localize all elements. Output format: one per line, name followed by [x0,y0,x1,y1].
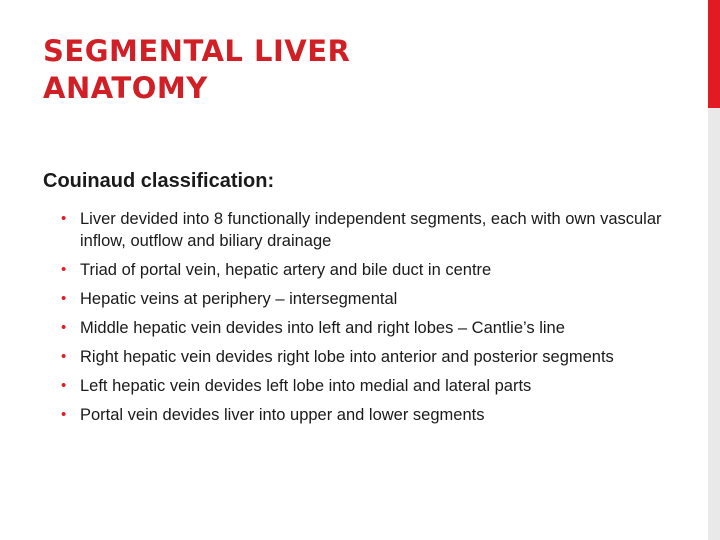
bullet-item [61,288,681,310]
bullet-text: Liver devided into 8 functionally independent segments, each with own vascular inflow, outflow and biliary drainage [80,210,662,250]
bullet-item [61,208,681,252]
bullet-icon: • [61,406,67,423]
bullet-text: Right hepatic vein devides right lobe into anterior and posterior segments [80,348,614,366]
bullet-text: Middle hepatic vein devides into left and right lobes – Cantlie’s line [80,319,565,337]
section-subheading: Couinaud classification: [43,170,275,192]
slide-title-line: ANATOMY [43,71,208,105]
bullet-text: Left hepatic vein devides left lobe into medial and lateral parts [80,377,532,395]
bullet-item [61,346,681,368]
accent-sidebar [708,108,720,540]
bullet-icon: • [61,348,67,365]
bullet-item [61,259,681,281]
bullet-icon: • [61,377,67,394]
bullet-item [61,404,681,426]
bullet-icon: • [61,319,67,336]
slide-title-line: SEGMENTAL LIVER [43,34,351,68]
bullet-item [61,375,681,397]
bullet-item [61,317,681,339]
bullet-icon: • [61,210,67,227]
bullet-text: Portal vein devides liver into upper and lower segments [80,406,485,424]
bullet-icon: • [61,261,67,278]
accent-bar [708,0,720,108]
bullet-text: Hepatic veins at periphery – intersegmental [80,290,398,308]
bullet-list [61,208,681,433]
bullet-text: Triad of portal vein, hepatic artery and bile duct in centre [80,261,492,279]
bullet-icon: • [61,290,67,307]
slide-title [43,33,643,107]
